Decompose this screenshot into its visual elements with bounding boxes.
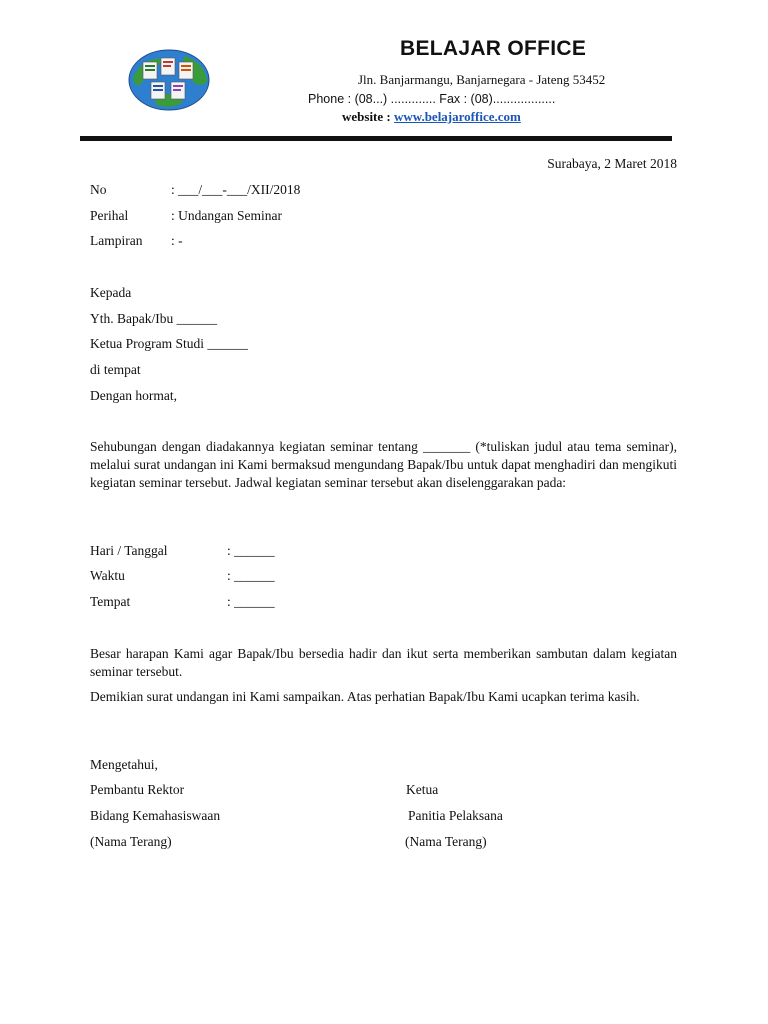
meta-label-no: No xyxy=(90,182,107,197)
meta-value-no: : ___/___-___/XII/2018 xyxy=(171,182,301,197)
signatory-right-name: (Nama Terang) xyxy=(405,834,487,849)
place-date: Surabaya, 2 Maret 2018 xyxy=(547,156,677,171)
schedule-label-place: Tempat xyxy=(90,594,131,609)
signatory-left-title: Pembantu Rektor xyxy=(90,782,185,797)
recipient-line: Kepada xyxy=(90,285,132,300)
recipient-line: Ketua Program Studi ______ xyxy=(90,336,248,351)
acknowledged-label: Mengetahui, xyxy=(90,757,158,772)
schedule-label-time: Waktu xyxy=(90,568,125,583)
meta-label-lampiran: Lampiran xyxy=(90,233,143,248)
greeting: Dengan hormat, xyxy=(90,388,177,403)
closing-paragraph: Besar harapan Kami agar Bapak/Ibu bersedia hadir dan ikut serta memberikan sambutan dalam kegiatan seminar tersebut. xyxy=(90,646,677,679)
organization-name: BELAJAR OFFICE xyxy=(400,37,587,60)
website-label: website : xyxy=(342,109,394,124)
signatory-right-title: Ketua xyxy=(406,782,439,797)
body-paragraph: Sehubungan dengan diadakannya kegiatan seminar tentang _______ (*tuliskan judul atau tema seminar), melalui surat undangan ini Kami bermaksud mengundang Bapak/Ibu untuk dapat menghadiri dan mengikuti kegiatan seminar tersebut. Jadwal kegiatan seminar tersebut akan diselenggarakan pada: xyxy=(90,439,677,490)
signatory-left-name: (Nama Terang) xyxy=(90,834,172,849)
meta-value-perihal: : Undangan Seminar xyxy=(171,208,282,223)
schedule-value-date: : ______ xyxy=(227,543,275,558)
organization-address: Jln. Banjarmangu, Banjarnegara - Jateng 53452 xyxy=(358,72,606,87)
schedule-value-time: : ______ xyxy=(227,568,275,583)
schedule-label-date: Hari / Tanggal xyxy=(90,543,168,558)
recipient-line: di tempat xyxy=(90,362,141,377)
letterhead-divider xyxy=(80,136,672,141)
signatory-right-department: Panitia Pelaksana xyxy=(408,808,503,823)
website-link[interactable]: www.belajaroffice.com xyxy=(394,109,521,124)
meta-value-lampiran: : - xyxy=(171,233,183,248)
signatory-left-department: Bidang Kemahasiswaan xyxy=(90,808,221,823)
recipient-line: Yth. Bapak/Ibu ______ xyxy=(90,311,218,326)
meta-label-perihal: Perihal xyxy=(90,208,129,223)
closing-paragraph: Demikian surat undangan ini Kami sampaikan. Atas perhatian Bapak/Ibu Kami ucapkan terima kasih. xyxy=(90,689,640,704)
phone-fax-line: Phone : (08...) ............. Fax : (08).................. xyxy=(308,92,556,106)
office-apps-globe-logo xyxy=(127,48,211,112)
website-line xyxy=(342,109,521,125)
schedule-value-place: : ______ xyxy=(227,594,275,609)
